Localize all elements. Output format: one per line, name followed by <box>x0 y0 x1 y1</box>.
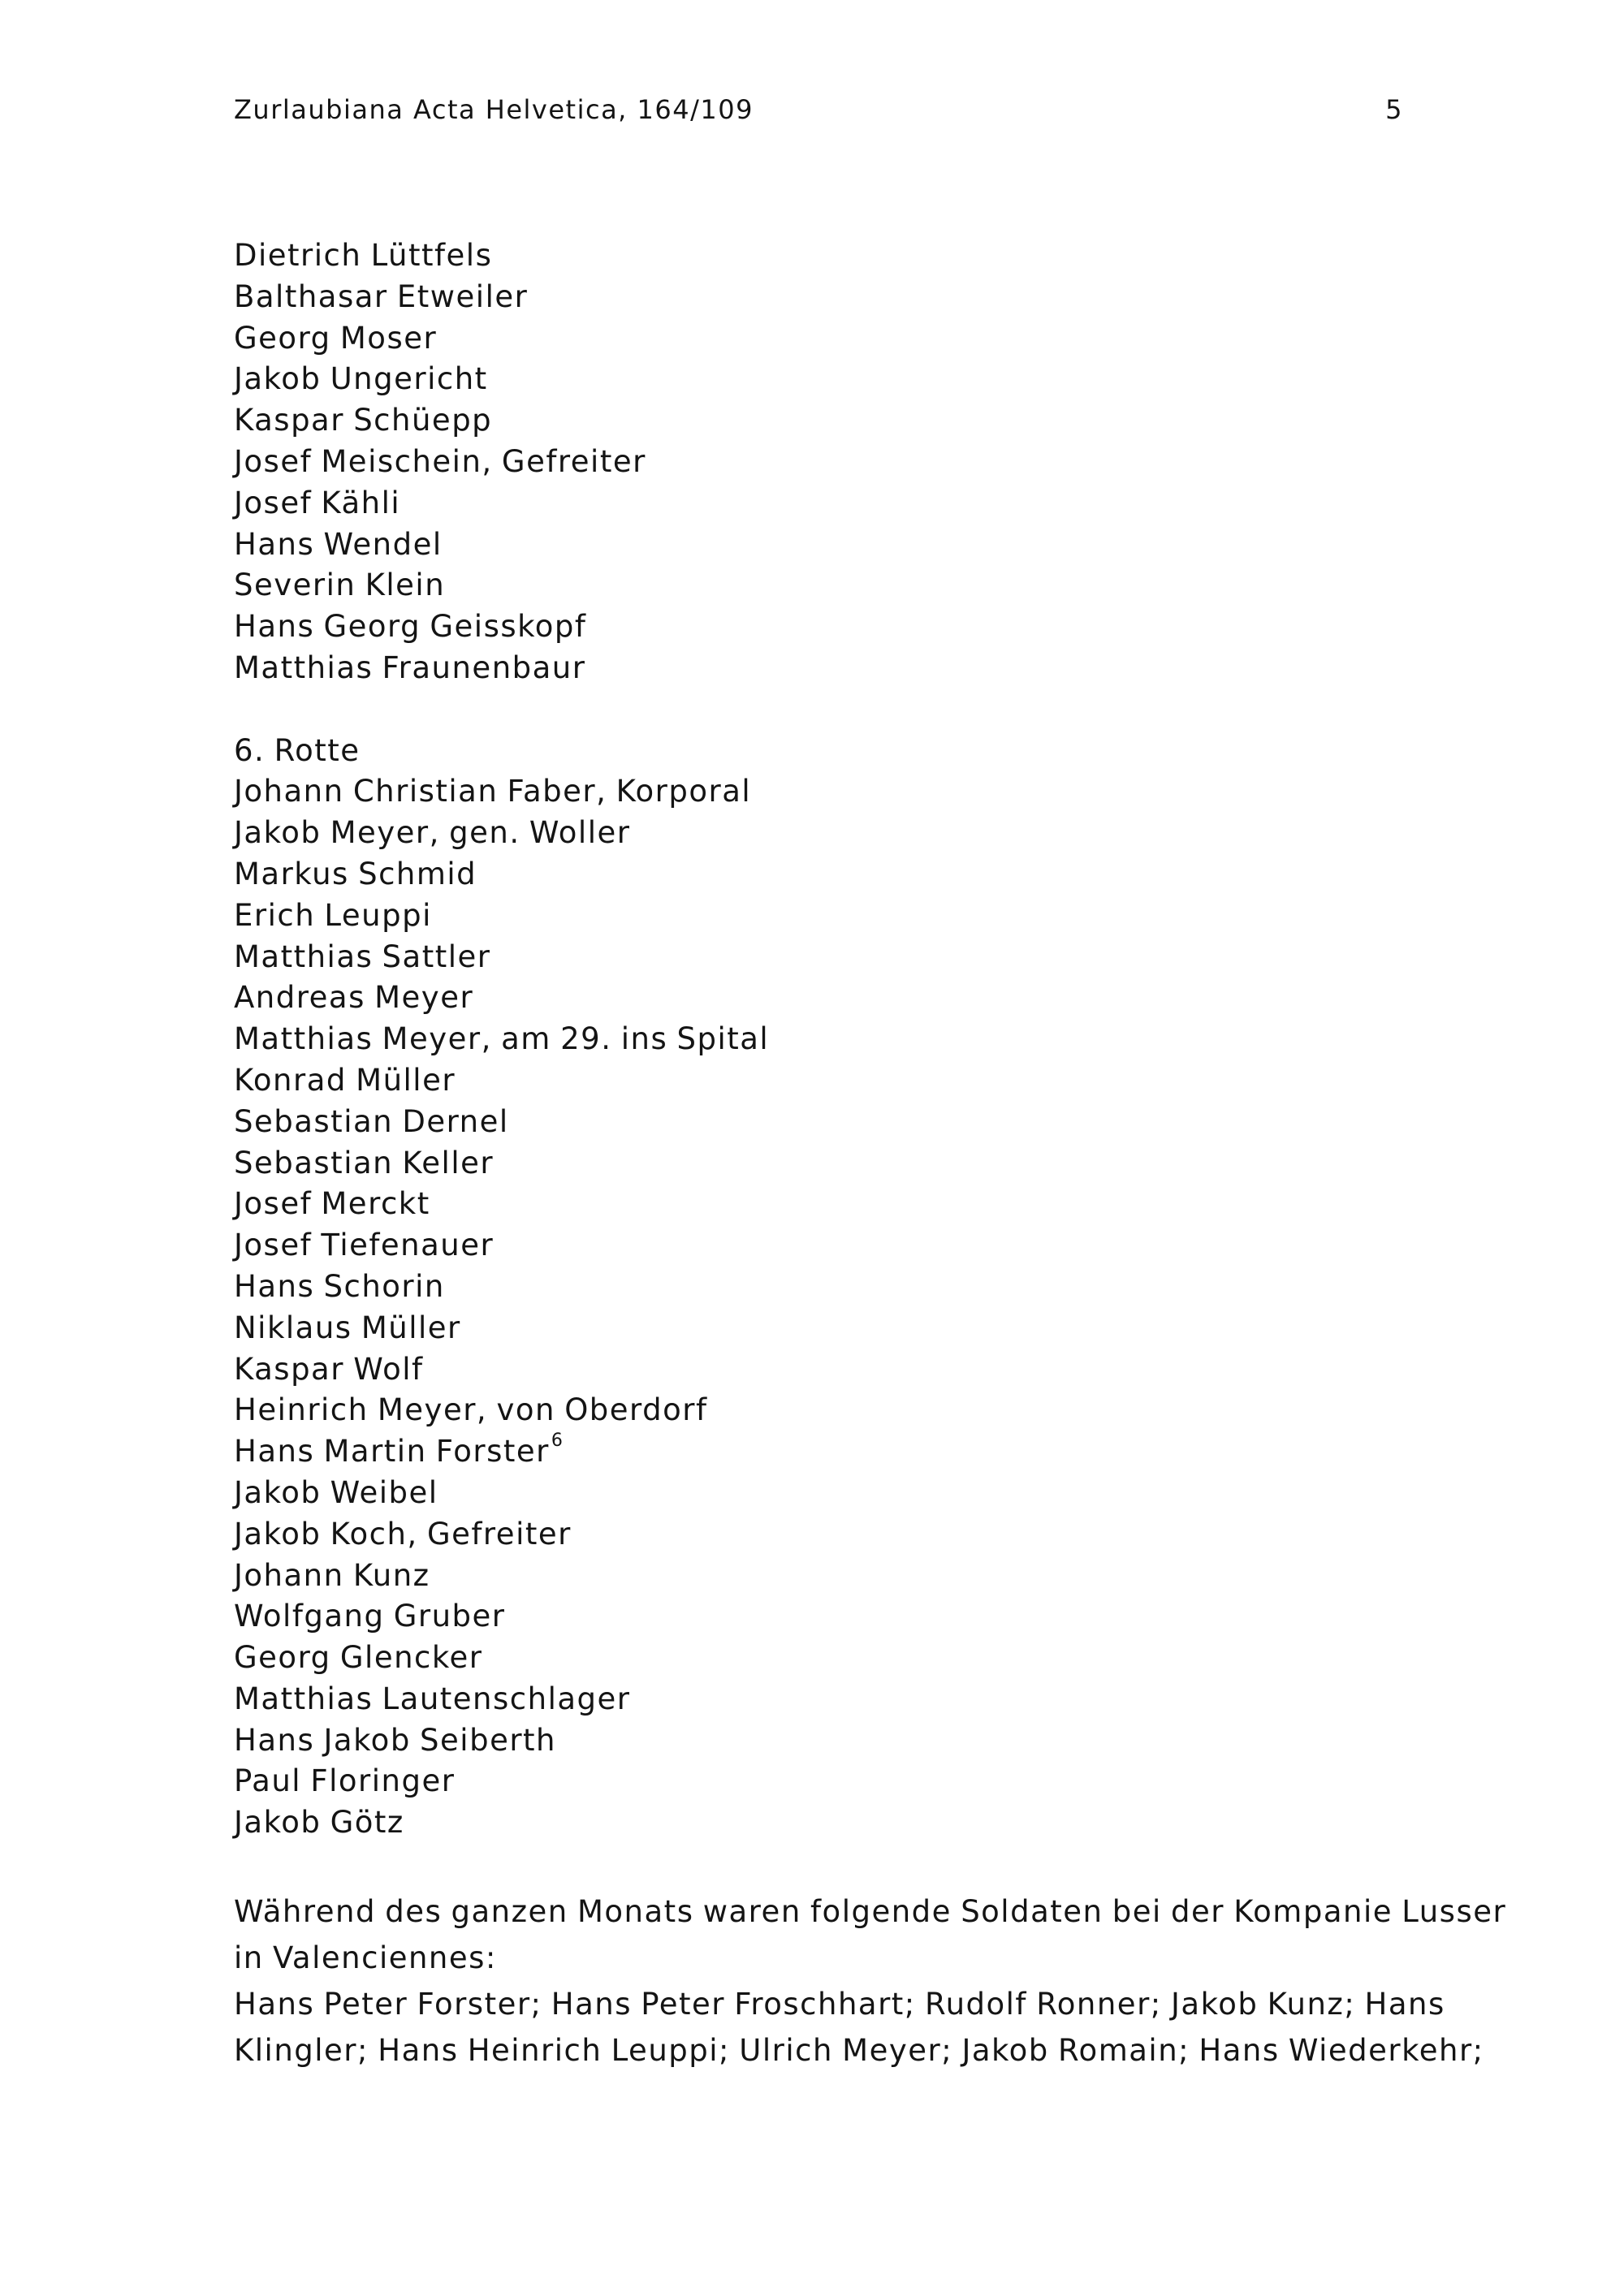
list-item: Matthias Meyer, am 29. ins Spital <box>234 1021 770 1057</box>
list-item: Balthasar Etweiler <box>234 278 529 314</box>
document-title: Zurlaubiana Acta Helvetica, 164/109 <box>234 94 754 125</box>
summary-paragraph <box>234 1888 1507 2074</box>
page-body <box>234 235 1507 2074</box>
list-item: Georg Moser <box>234 320 438 356</box>
list-item: Niklaus Müller <box>234 1310 461 1345</box>
list-item: Kaspar Wolf <box>234 1351 424 1387</box>
list-item: Josef Meischein, Gefreiter <box>234 443 646 479</box>
list-item: Andreas Meyer <box>234 980 474 1016</box>
list-item: Josef Tiefenauer <box>234 1228 495 1263</box>
summary-line: Klingler; Hans Heinrich Leuppi; Ulrich Meyer; Jakob Romain; Hans Wiederkehr; <box>234 2033 1484 2069</box>
paragraph-spacer <box>234 1844 1403 1888</box>
list-item: Konrad Müller <box>234 1062 456 1098</box>
list-item: Wolfgang Gruber <box>234 1599 506 1634</box>
list-item: Matthias Fraunenbaur <box>234 650 586 685</box>
list-item: Markus Schmid <box>234 856 477 891</box>
summary-line: Während des ganzen Monats waren folgende Soldaten bei der Kompanie Lusser <box>234 1894 1507 1930</box>
list-item-name: Hans Martin Forster <box>234 1434 550 1470</box>
name-list <box>234 235 1403 1844</box>
list-item: Kaspar Schüepp <box>234 403 493 438</box>
list-item: Dietrich Lüttfels <box>234 238 493 273</box>
list-item: Paul Floringer <box>234 1763 456 1799</box>
list-item: Hans Schorin <box>234 1268 445 1304</box>
list-item: Georg Glencker <box>234 1640 483 1676</box>
list-item: Matthias Lautenschlager <box>234 1681 631 1716</box>
list-item: Erich Leuppi <box>234 897 432 933</box>
list-item: Johann Kunz <box>234 1557 430 1593</box>
list-item-with-footnote <box>234 1431 1403 1473</box>
list-item: Jakob Götz <box>234 1805 404 1841</box>
list-item: Hans Georg Geisskopf <box>234 609 587 645</box>
list-item: Matthias Sattler <box>234 939 491 974</box>
section-heading: 6. Rotte <box>234 732 361 768</box>
summary-line: Hans Peter Forster; Hans Peter Froschhart; Rudolf Ronner; Jakob Kunz; Hans <box>234 1987 1445 2022</box>
list-item: Jakob Ungericht <box>234 361 488 397</box>
list-item: Jakob Meyer, gen. Woller <box>234 815 631 851</box>
list-item: Josef Merckt <box>234 1186 430 1222</box>
list-item: Severin Klein <box>234 568 446 603</box>
list-item: Sebastian Dernel <box>234 1103 509 1139</box>
footnote-reference: 6 <box>551 1430 563 1451</box>
running-header <box>234 94 1403 133</box>
list-item: Sebastian Keller <box>234 1145 495 1180</box>
list-item: Josef Kähli <box>234 485 401 520</box>
summary-line: in Valenciennes: <box>234 1940 497 1976</box>
list-item: Hans Wendel <box>234 526 443 562</box>
list-item: Heinrich Meyer, von Oberdorf <box>234 1392 708 1428</box>
list-item: Jakob Koch, Gefreiter <box>234 1516 572 1552</box>
list-spacer <box>234 689 1403 731</box>
list-item: Hans Jakob Seiberth <box>234 1722 557 1758</box>
page-number: 5 <box>1385 94 1403 125</box>
list-item: Johann Christian Faber, Korporal <box>234 774 752 809</box>
list-item: Jakob Weibel <box>234 1474 438 1510</box>
